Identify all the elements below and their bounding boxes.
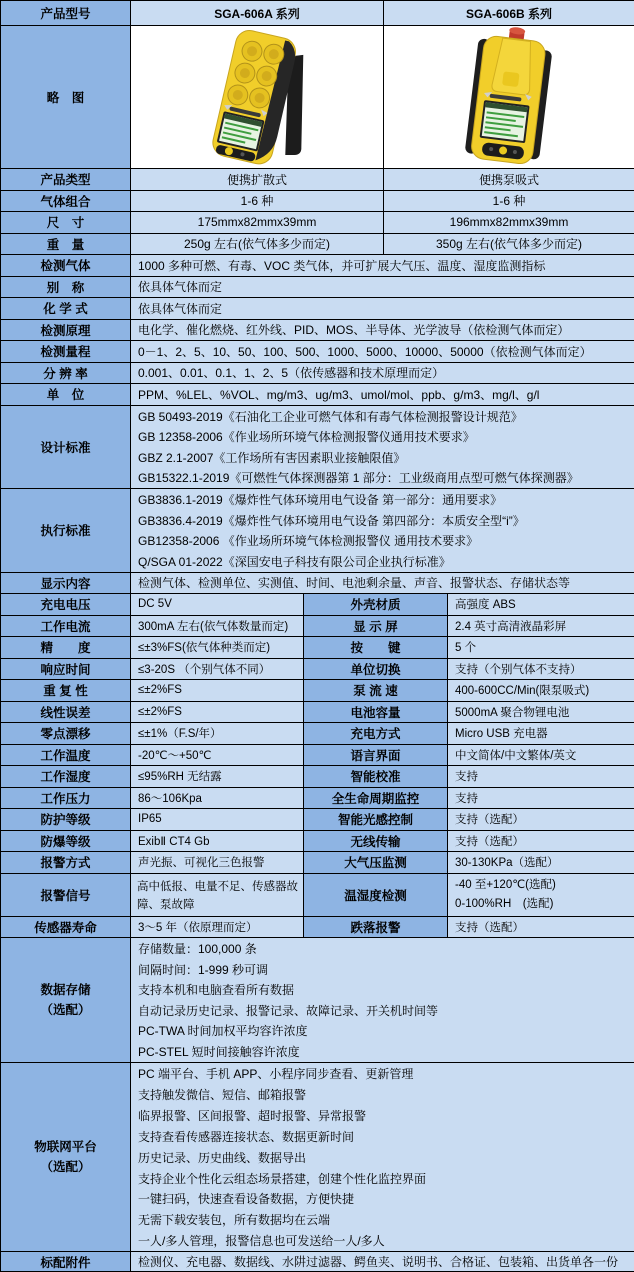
spec-value: ≤3-20S （个别气体不同） — [131, 659, 304, 681]
row-alarm-signal — [1, 874, 634, 917]
row-product-type — [1, 169, 634, 191]
row-value: 0－1、2、5、10、50、100、500、1000、5000、10000、50000（依检测气体而定） — [131, 341, 634, 363]
row-label — [1, 938, 131, 1063]
spec-label: 报警信号 — [1, 874, 131, 917]
device-a-image-cell — [131, 26, 384, 169]
spec-label: 传感器寿命 — [1, 917, 131, 939]
spec-label: 跌落报警 — [304, 917, 448, 939]
spec-value: ExibⅡ CT4 Gb — [131, 831, 304, 853]
row-accessories — [1, 1252, 634, 1272]
spec-value: 支持（个别气体不支持） — [448, 659, 634, 681]
quad-row — [1, 723, 634, 745]
spec-label: 防爆等级 — [1, 831, 131, 853]
quad-row — [1, 680, 634, 702]
spec-label: 零点漂移 — [1, 723, 131, 745]
row-value: 检测仪、充电器、数据线、水阱过滤器、鳄鱼夹、说明书、合格证、包装箱、出货单各一份 — [131, 1252, 634, 1272]
row-label: 单 位 — [1, 384, 131, 406]
spec-value: ≤95%RH 无结露 — [131, 766, 304, 788]
spec-value: 30-130KPa（选配） — [448, 852, 634, 874]
header-label: 产品型号 — [1, 1, 131, 26]
row-iot-platform — [1, 1063, 634, 1252]
design-standards-list — [131, 406, 634, 490]
row-label: 检测气体 — [1, 255, 131, 277]
list-item: 支持企业个性化云组态场景搭建，创建个性化监控界面 — [138, 1171, 427, 1186]
device-b-image-cell — [384, 26, 634, 169]
list-item: 支持查看传感器连接状态、数据更新时间 — [138, 1129, 355, 1144]
spec-label: 外壳材质 — [304, 594, 448, 616]
row-label: 显示内容 — [1, 573, 131, 595]
spec-value — [448, 874, 634, 917]
spec-label: 工作压力 — [1, 788, 131, 810]
row-dimensions — [1, 212, 634, 234]
execution-standards-list — [131, 489, 634, 573]
row-label: 尺 寸 — [1, 212, 131, 234]
list-item: PC-TWA 时间加权平均容许浓度 — [138, 1024, 308, 1039]
list-item: 自动记录历史记录、报警记录、故障记录、开关机时间等 — [138, 1003, 439, 1018]
row-value: 检测气体、检测单位、实测值、时间、电池剩余量、声音、报警状态、存储状态等 — [131, 573, 634, 595]
spec-label: 充电方式 — [304, 723, 448, 745]
list-item: 存储数量：100,000 条 — [138, 942, 257, 956]
spec-label: 大气压监测 — [304, 852, 448, 874]
quad-row — [1, 809, 634, 831]
row-data-storage — [1, 938, 634, 1063]
row-label-line: （选配） — [40, 1160, 91, 1174]
row-execution-standards — [1, 489, 634, 573]
spec-value: 400-600CC/Min(限泵吸式) — [448, 680, 634, 702]
standard-line: GB3836.4-2019《爆炸性气体环境用电气设备 第四部分：本质安全型“i”》 — [138, 513, 525, 528]
row-value: PPM、%LEL、%VOL、mg/m3、ug/m3、umol/mol、ppb、g/m3、mg/l、g/l — [131, 384, 634, 406]
spec-value: 2.4 英寸高清液晶彩屏 — [448, 616, 634, 638]
row-resolution — [1, 363, 634, 385]
standard-line: GB 12358-2006《作业场所环境气体检测报警仪通用技术要求》 — [138, 430, 475, 444]
spec-value: -20℃～+50℃ — [131, 745, 304, 767]
row-label: 别 称 — [1, 277, 131, 299]
humidity-range-line: 0-100%RH (选配) — [455, 897, 554, 910]
spec-value: 支持（选配） — [448, 809, 634, 831]
spec-label: 泵 流 速 — [304, 680, 448, 702]
spec-label: 报警方式 — [1, 852, 131, 874]
list-item: PC 端平台、手机 APP、小程序同步查看、更新管理 — [138, 1067, 414, 1081]
spec-value: DC 5V — [131, 594, 304, 616]
standard-line: GB12358-2006 《作业场所环境气体检测报警仪 通用技术要求》 — [138, 534, 479, 548]
quad-row — [1, 637, 634, 659]
spec-value: 86～106Kpa — [131, 788, 304, 810]
value-a: 便携扩散式 — [131, 169, 384, 191]
spec-label: 线性误差 — [1, 702, 131, 724]
row-detected-gases — [1, 255, 634, 277]
row-display-content — [1, 573, 634, 595]
row-label: 设计标准 — [1, 406, 131, 490]
row-label: 产品类型 — [1, 169, 131, 191]
spec-label: 语言界面 — [304, 745, 448, 767]
row-value: 0.001、0.01、0.1、1、2、5（依传感器和技术原理而定） — [131, 363, 634, 385]
standard-line: GBZ 2.1-2007《工作场所有害因素职业接触限值》 — [138, 450, 406, 465]
spec-label: 重 复 性 — [1, 680, 131, 702]
row-label: 标配附件 — [1, 1252, 131, 1272]
spec-value: 5000mA 聚合物锂电池 — [448, 702, 634, 724]
spec-value: 5 个 — [448, 637, 634, 659]
spec-value: Micro USB 充电器 — [448, 723, 634, 745]
row-value: 依具体气体而定 — [131, 298, 634, 320]
data-storage-list — [131, 938, 634, 1063]
device-606a-illustration — [131, 26, 383, 169]
row-design-standards — [1, 406, 634, 490]
quad-row — [1, 852, 634, 874]
spec-value: 300mA 左右(依气体数量而定) — [131, 616, 304, 638]
row-detection-principle — [1, 320, 634, 342]
spec-label: 工作电流 — [1, 616, 131, 638]
value-a: 175mmx82mmx39mm — [131, 212, 384, 234]
value-b: 350g 左右(依气体多少而定) — [384, 234, 634, 256]
row-label-line: 数据存储 — [40, 983, 91, 997]
list-item: 临界报警、区间报警、超时报警、异常报警 — [138, 1108, 367, 1123]
row-label: 分 辨 率 — [1, 363, 131, 385]
spec-label: 防护等级 — [1, 809, 131, 831]
spec-label: 温湿度检测 — [304, 874, 448, 917]
quad-row — [1, 702, 634, 724]
row-label-line: 物联网平台 — [34, 1140, 97, 1154]
spec-value: 高强度 ABS — [448, 594, 634, 616]
quad-row — [1, 745, 634, 767]
temp-range-line: -40 至+120℃(选配) — [455, 878, 556, 891]
spec-value: 支持（选配） — [448, 831, 634, 853]
row-value: 电化学、催化燃烧、红外线、PID、MOS、半导体、光学波导（依检测气体而定） — [131, 320, 634, 342]
list-item: 一人/多人管理，报警信息也可发送给一人/多人 — [138, 1234, 385, 1249]
quad-row — [1, 831, 634, 853]
header-row — [1, 1, 634, 26]
spec-value: 中文简体/中文繁体/英文 — [448, 745, 634, 767]
row-label-line: （选配） — [40, 1003, 91, 1017]
standard-line: GB3836.1-2019《爆炸性气体环境用电气设备 第一部分：通用要求》 — [138, 493, 503, 507]
spec-label: 精 度 — [1, 637, 131, 659]
row-label: 检测量程 — [1, 341, 131, 363]
spec-label: 全生命周期监控 — [304, 788, 448, 810]
spec-label: 按 键 — [304, 637, 448, 659]
row-alias — [1, 277, 634, 299]
spec-value: ≤±2%FS — [131, 702, 304, 724]
model-b-title: SGA-606B 系列 — [384, 1, 634, 26]
spec-label: 电池容量 — [304, 702, 448, 724]
list-item: 一键扫码，快速查看设备数据，方便快捷 — [138, 1192, 355, 1207]
spec-value: 3～5 年（依原理而定） — [131, 917, 304, 939]
spec-label: 响应时间 — [1, 659, 131, 681]
quad-row — [1, 766, 634, 788]
spec-value: 声光振、可视化三色报警 — [131, 852, 304, 874]
quad-row — [1, 788, 634, 810]
spec-label: 单位切换 — [304, 659, 448, 681]
spec-label: 无线传输 — [304, 831, 448, 853]
spec-label: 工作温度 — [1, 745, 131, 767]
value-b: 196mmx82mmx39mm — [384, 212, 634, 234]
row-gas-combination — [1, 191, 634, 213]
sketch-row — [1, 26, 634, 169]
quad-row — [1, 594, 634, 616]
row-label: 执行标准 — [1, 489, 131, 573]
spec-value: 支持 — [448, 788, 634, 810]
row-value: 依具体气体而定 — [131, 277, 634, 299]
spec-label: 显 示 屏 — [304, 616, 448, 638]
spec-label: 智能光感控制 — [304, 809, 448, 831]
row-units — [1, 384, 634, 406]
device-606b-illustration — [384, 26, 634, 169]
quad-row — [1, 616, 634, 638]
row-sensor-life — [1, 917, 634, 939]
spec-label: 工作湿度 — [1, 766, 131, 788]
row-label — [1, 1063, 131, 1252]
row-label: 气体组合 — [1, 191, 131, 213]
row-detection-range — [1, 341, 634, 363]
list-item: 支持本机和电脑查看所有数据 — [138, 983, 295, 998]
list-item: 无需下载安装包，所有数据均在云端 — [138, 1213, 331, 1228]
row-label: 重 量 — [1, 234, 131, 256]
standard-line: GB 50493-2019《石油化工企业可燃气体和有毒气体检测报警设计规范》 — [138, 409, 523, 424]
value-b: 1-6 种 — [384, 191, 634, 213]
list-item: 历史记录、历史曲线、数据导出 — [138, 1150, 307, 1165]
spec-label: 智能校准 — [304, 766, 448, 788]
spec-value: ≤±1%（F.S/年） — [131, 723, 304, 745]
standard-line: GB15322.1-2019《可燃性气体探测器第 1 部分：工业级商用点型可燃气体探测器》 — [138, 471, 579, 485]
value-a: 250g 左右(依气体多少而定) — [131, 234, 384, 256]
sketch-label: 略 图 — [1, 26, 131, 169]
spec-label: 充电电压 — [1, 594, 131, 616]
list-item: 间隔时间：1-999 秒可调 — [138, 962, 269, 977]
row-chemical-formula — [1, 298, 634, 320]
row-value: 1000 多种可燃、有毒、VOC 类气体，并可扩展大气压、温度、湿度监测指标 — [131, 255, 634, 277]
standard-line: Q/SGA 01-2022《深国安电子科技有限公司企业执行标准》 — [138, 554, 451, 569]
iot-feature-list — [131, 1063, 634, 1252]
value-b: 便携泵吸式 — [384, 169, 634, 191]
model-a-title: SGA-606A 系列 — [131, 1, 384, 26]
row-weight — [1, 234, 634, 256]
spec-value: ≤±3%FS(依气体种类而定) — [131, 637, 304, 659]
list-item: 支持触发微信、短信、邮箱报警 — [138, 1087, 307, 1102]
quad-row — [1, 659, 634, 681]
row-label: 检测原理 — [1, 320, 131, 342]
value-a: 1-6 种 — [131, 191, 384, 213]
spec-value: 支持 — [448, 766, 634, 788]
row-label: 化 学 式 — [1, 298, 131, 320]
spec-value: IP65 — [131, 809, 304, 831]
spec-value: 支持（选配） — [448, 917, 634, 939]
list-item: PC-STEL 短时间接触容许浓度 — [138, 1044, 300, 1059]
spec-value: ≤±2%FS — [131, 680, 304, 702]
spec-value: 高中低报、电量不足、传感器故障、泵故障 — [131, 874, 304, 917]
